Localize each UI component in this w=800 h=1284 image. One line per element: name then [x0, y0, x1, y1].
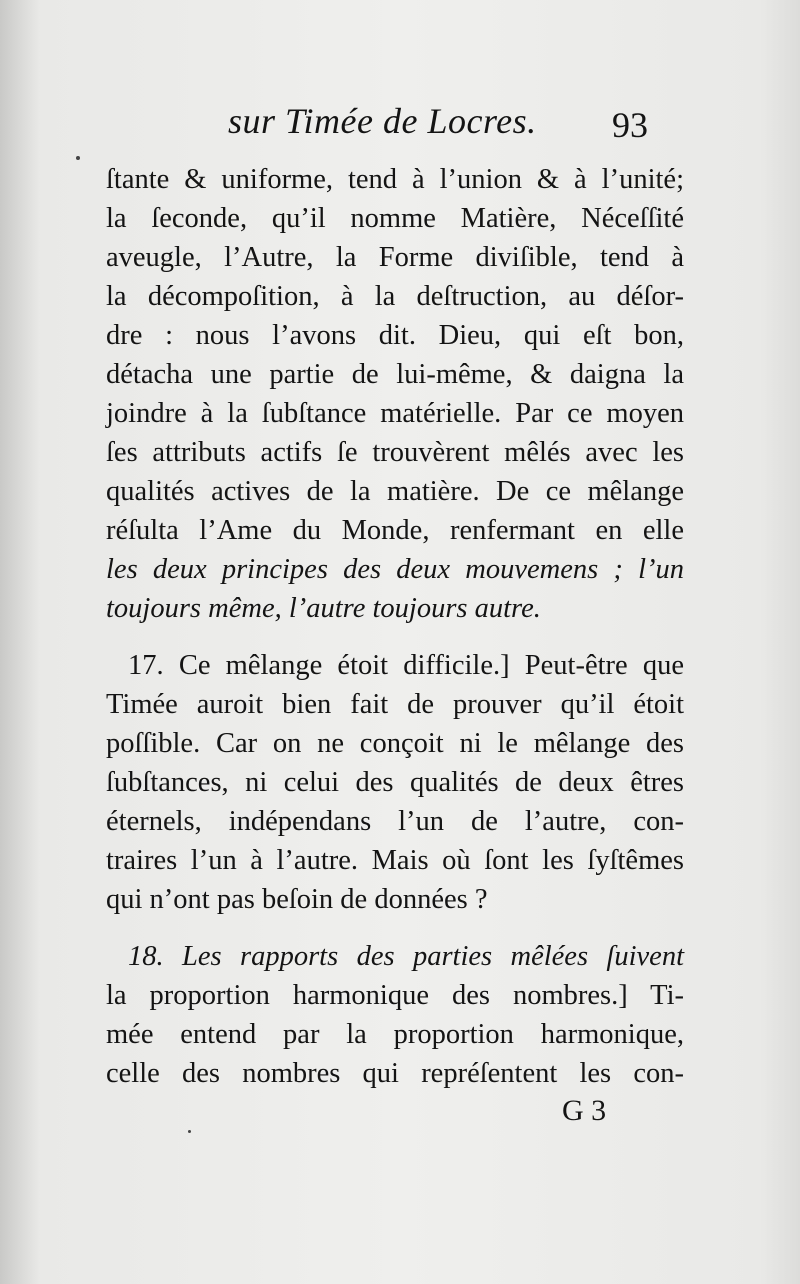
text-line: qualités actives de la matière. De ce mêlange: [106, 476, 684, 507]
note-17-line: 17. Ce mêlange étoit difficile.] Peut-être que: [128, 650, 684, 681]
text-line: mée entend par la proportion harmonique,: [106, 1019, 684, 1050]
paragraph-gap: [106, 919, 684, 937]
text-line: joindre à la ſubſtance matérielle. Par ce moyen: [106, 398, 684, 429]
text-line: éternels, indépendans l’un de l’autre, con-: [106, 806, 684, 837]
paragraph-gap: [106, 628, 684, 646]
page-header: [0, 100, 800, 160]
running-title: sur Timée de Locres.: [228, 101, 537, 141]
text-line: réſulta l’Ame du Monde, renfermant en elle: [106, 515, 684, 546]
text-line: la ſeconde, qu’il nomme Matière, Néceſſité: [106, 203, 684, 234]
catchword-signature: G 3: [562, 1094, 607, 1127]
text-line: dre : nous l’avons dit. Dieu, qui eſt bon,: [106, 320, 684, 351]
text-line: ſtante & uniforme, tend à l’union & à l’unité;: [106, 164, 684, 195]
text-line: ſubſtances, ni celui des qualités de deux êtres: [106, 767, 684, 798]
text-line: Timée auroit bien fait de prouver qu’il étoit: [106, 689, 684, 720]
ink-speck: [188, 1130, 191, 1133]
text-line: la proportion harmonique des nombres.] Ti-: [106, 980, 684, 1011]
text-line: traires l’un à l’autre. Mais où ſont les ſyſtêmes: [106, 845, 684, 876]
text-line: détacha une partie de lui-même, & daigna la: [106, 359, 684, 390]
text-line: aveugle, l’Autre, la Forme diviſible, tend à: [106, 242, 684, 273]
text-line: ſes attributs actifs ſe trouvèrent mêlés avec les: [106, 437, 684, 468]
text-line: poſſible. Car on ne conçoit ni le mêlange des: [106, 728, 684, 759]
note-18-line: 18. Les rapports des parties mêlées ſuivent: [128, 941, 684, 972]
text-line: celle des nombres qui repréſentent les con-: [106, 1058, 684, 1089]
page-number: 93: [612, 105, 648, 145]
text-line: qui n’ont pas beſoin de données ?: [106, 884, 488, 915]
text-line: la décompoſition, à la deſtruction, au déſor-: [106, 281, 684, 312]
text-line: les deux principes des deux mouvemens ; l’un: [106, 554, 684, 585]
text-line: toujours même, l’autre toujours autre.: [106, 593, 541, 624]
page-body: [106, 160, 684, 1093]
